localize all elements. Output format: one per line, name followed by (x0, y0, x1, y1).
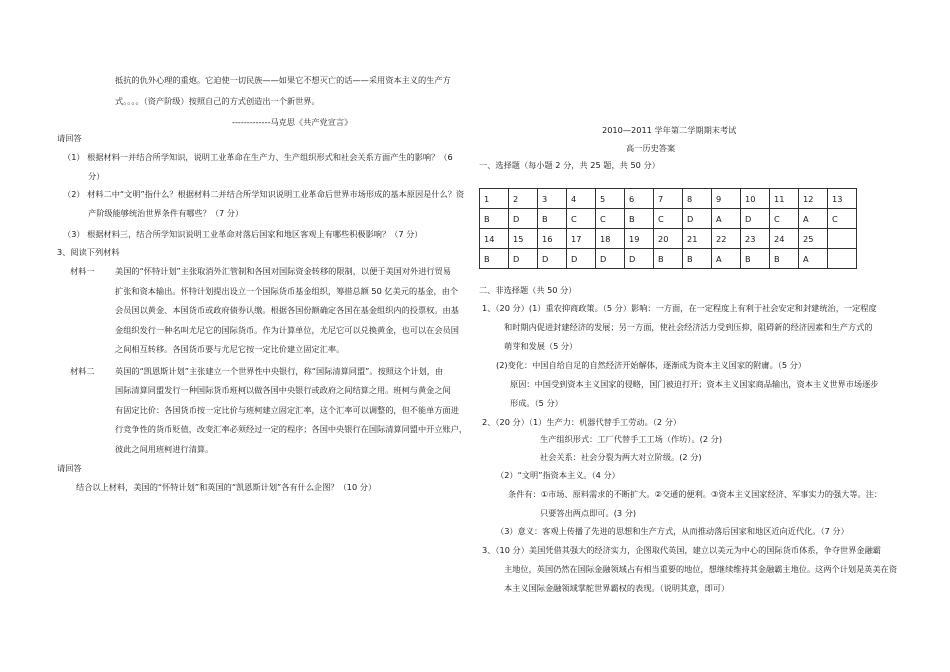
table-cell: 9 (712, 189, 741, 209)
table-cell: 13 (828, 189, 857, 209)
answer-2-line: 社会关系：社会分裂为两大对立阶级。(2 分) (540, 452, 702, 462)
question-2-cont: 产阶级能够统治世界条件有哪些？（7 分） (88, 208, 244, 218)
table-row (480, 249, 857, 269)
material-1-label: 材料一 (70, 266, 95, 276)
answer-1-line: 和时期内促进封建经济的发展；另一方面，使社会经济活力受到压抑，阻碍新的经济因素和生产方式的 (504, 322, 873, 332)
answer-1-line: 萌芽和发展（5 分） (504, 341, 578, 351)
table-row (480, 209, 857, 229)
table-cell: 17 (567, 229, 596, 249)
answer-title: 高一历史答案 (626, 143, 676, 153)
table-cell: D (741, 209, 770, 229)
table-cell: 6 (625, 189, 654, 209)
answer-3-line: 3、（10 分）美国凭借其强大的经济实力，企图取代英国，建立以美元为中心的国际货币体系，争夺世界金融霸 (482, 545, 881, 555)
table-cell: 10 (741, 189, 770, 209)
material-2-line: 行竞争性的货币贬值，改变汇率必须经过一定的程序；各国中央银行在国际清算同盟中开立账户， (115, 424, 468, 434)
table-cell: D (509, 209, 538, 229)
table-cell: 24 (770, 229, 799, 249)
table-cell: C (828, 209, 857, 229)
answer-table (479, 188, 857, 269)
table-cell (828, 229, 857, 249)
answer-2-3-line: （3）意义：客观上传播了先进的思想和生产方式，从而推动落后国家和地区近向近代化。（7 分） (496, 526, 849, 536)
table-cell: 18 (596, 229, 625, 249)
question-3: （3） 根据材料三，结合所学知识说明工业革命对落后国家和地区客观上有哪些积极影响？（7 分） (63, 229, 423, 239)
table-cell: 25 (799, 229, 828, 249)
question-header: 请回答 (57, 133, 82, 143)
table-cell (828, 249, 857, 269)
table-cell: D (625, 249, 654, 269)
table-cell: 4 (567, 189, 596, 209)
table-cell: 20 (654, 229, 683, 249)
table-cell: 5 (596, 189, 625, 209)
question-2: （2） 材料二中“文明”指什么？根据材料二并结合所学知识说明工业革命后世界市场形成的基本原因是什么？资 (63, 189, 465, 199)
answer-1-2-line: 形成。（5 分） (510, 398, 563, 408)
table-cell: 2 (509, 189, 538, 209)
table-cell: C (567, 209, 596, 229)
answer-2-2-line: 只要答出两点即可。(3 分) (540, 508, 637, 518)
table-cell: A (799, 249, 828, 269)
table-cell: 3 (538, 189, 567, 209)
material-1-line: 金组织发行一种名叫尤尼它的国际货币。作为计算单位，尤尼它可以兑换黄金，也可以在会员国 (115, 325, 459, 335)
final-question: 结合以上材料，美国的“怀特计划”和英国的“凯恩斯计划”各有什么企图？（10 分） (76, 482, 377, 492)
question-header: 请回答 (57, 463, 82, 473)
table-cell: C (596, 209, 625, 229)
table-cell: C (770, 209, 799, 229)
table-cell: 15 (509, 229, 538, 249)
table-cell: D (567, 249, 596, 269)
material-1-line: 美国的“怀特计划”主张取消外汇管制和各国对国际资金转移的限制，以便于美国对外进行贸易 (115, 266, 451, 276)
material-1-line: 会员国以黄金、本国货币或政府债券认缴。根据各国份额确定各国在基金组织内的投票权。由基 (115, 305, 459, 315)
question-1: （1） 根据材料一并结合所学知识，说明工业革命在生产力、生产组织形式和社会关系方面产生的影响？（6 (63, 152, 453, 162)
quote-line-2: 式。。。。（资产阶级）按照自己的方式创造出一个新世界。 (115, 96, 320, 106)
mc-section-title: 一、选择题（每小题 2 分，共 25 题，共 50 分） (479, 160, 660, 170)
answer-2-line: 生产组织形式：工厂代替手工工场（作坊）。(2 分) (540, 434, 723, 444)
table-cell: B (538, 209, 567, 229)
answer-1-2-line: 原因：中国受到资本主义国家的侵略，国门被迫打开；资本主义国家商品输出，资本主义世界市场逐步 (510, 379, 879, 389)
non-mc-section-title: 二、非选择题（共 50 分） (479, 285, 577, 295)
material-2-line: 英国的“凯恩斯计划”主张建立一个世界性中央银行，称“国际清算同盟”。按照这个计划，由 (115, 366, 444, 376)
section-title: 3、阅读下列材料 (57, 247, 120, 257)
table-cell: B (683, 249, 712, 269)
quote-line-1: 抵抗的仇外心理的重炮。它迫使一切民族——如果它不想灭亡的话——采用资本主义的生产方 (115, 75, 451, 85)
table-cell: D (683, 209, 712, 229)
exam-title: 2010—2011 学年第二学期期末考试 (602, 125, 737, 135)
material-2-line: 有固定比价：各国货币按一定比价与班柯建立固定汇率，这个汇率可以调整的，但不能单方面进 (115, 405, 459, 415)
table-cell: 16 (538, 229, 567, 249)
table-cell: C (654, 209, 683, 229)
table-cell: 11 (770, 189, 799, 209)
answer-2-line: 2、（20 分）（1）生产力：机器代替手工劳动。（2 分） (482, 417, 682, 427)
table-cell: B (741, 249, 770, 269)
material-1-line: 扩张和资本输出。怀特计划提出设立一个国际货币基金组织，筹措总额 50 亿美元的基金，由个 (115, 286, 459, 296)
table-cell: 22 (712, 229, 741, 249)
question-1-cont: 分） (88, 171, 105, 181)
table-cell: 23 (741, 229, 770, 249)
table-cell: B (654, 249, 683, 269)
table-cell: B (625, 209, 654, 229)
table-cell: B (770, 249, 799, 269)
quote-source: -------------马克思《共产党宣言》 (232, 117, 353, 127)
answer-3-line: 主地位，英国仍然在国际金融领域占有相当重要的地位，想继续维持其金融霸主地位。这两个计划是英美在资 (504, 564, 898, 574)
table-cell: 19 (625, 229, 654, 249)
table-cell: 12 (799, 189, 828, 209)
table-cell: D (538, 249, 567, 269)
table-cell: D (509, 249, 538, 269)
table-cell: 21 (683, 229, 712, 249)
table-cell: B (480, 249, 509, 269)
table-cell: 8 (683, 189, 712, 209)
answer-2-2-line: 条件有：①市场、原料需求的不断扩大。②交通的便利。③资本主义国家经济、军事实力的强大等。注： (508, 489, 883, 499)
material-2-line: 彼此之间用班柯进行清算。 (115, 444, 214, 454)
table-cell: 7 (654, 189, 683, 209)
material-2-label: 材料二 (70, 366, 95, 376)
answer-1-2-line: (2)变化：中国自给自足的自然经济开始解体，逐渐成为资本主义国家的附庸。（5 分） (496, 360, 807, 370)
answer-1-line: 1、（20 分）(1）重农抑商政策。（5 分）影响：一方面，在一定程度上有利于社会安定和封建统治，一定程度 (482, 303, 877, 313)
table-cell: D (596, 249, 625, 269)
table-cell: A (712, 209, 741, 229)
answer-3-line: 本主义国际金融领域掌舵世界霸权的表现。（说明其意，即可） (504, 583, 730, 593)
table-cell: A (712, 249, 741, 269)
table-cell: B (480, 209, 509, 229)
table-row (480, 189, 857, 209)
answer-2-2-line: （2）“文明”指资本主义。（4 分） (496, 470, 620, 480)
table-cell: 14 (480, 229, 509, 249)
table-row (480, 229, 857, 249)
table-cell: A (799, 209, 828, 229)
table-cell: 1 (480, 189, 509, 209)
material-2-line: 国际清算同盟发行一种国际货币班柯以做各国中央银行或政府之间结算之用。班柯与黄金之间 (115, 385, 451, 395)
material-1-line: 之间相互转移。各国货币要与尤尼它按一定比价建立固定汇率。 (115, 344, 345, 354)
